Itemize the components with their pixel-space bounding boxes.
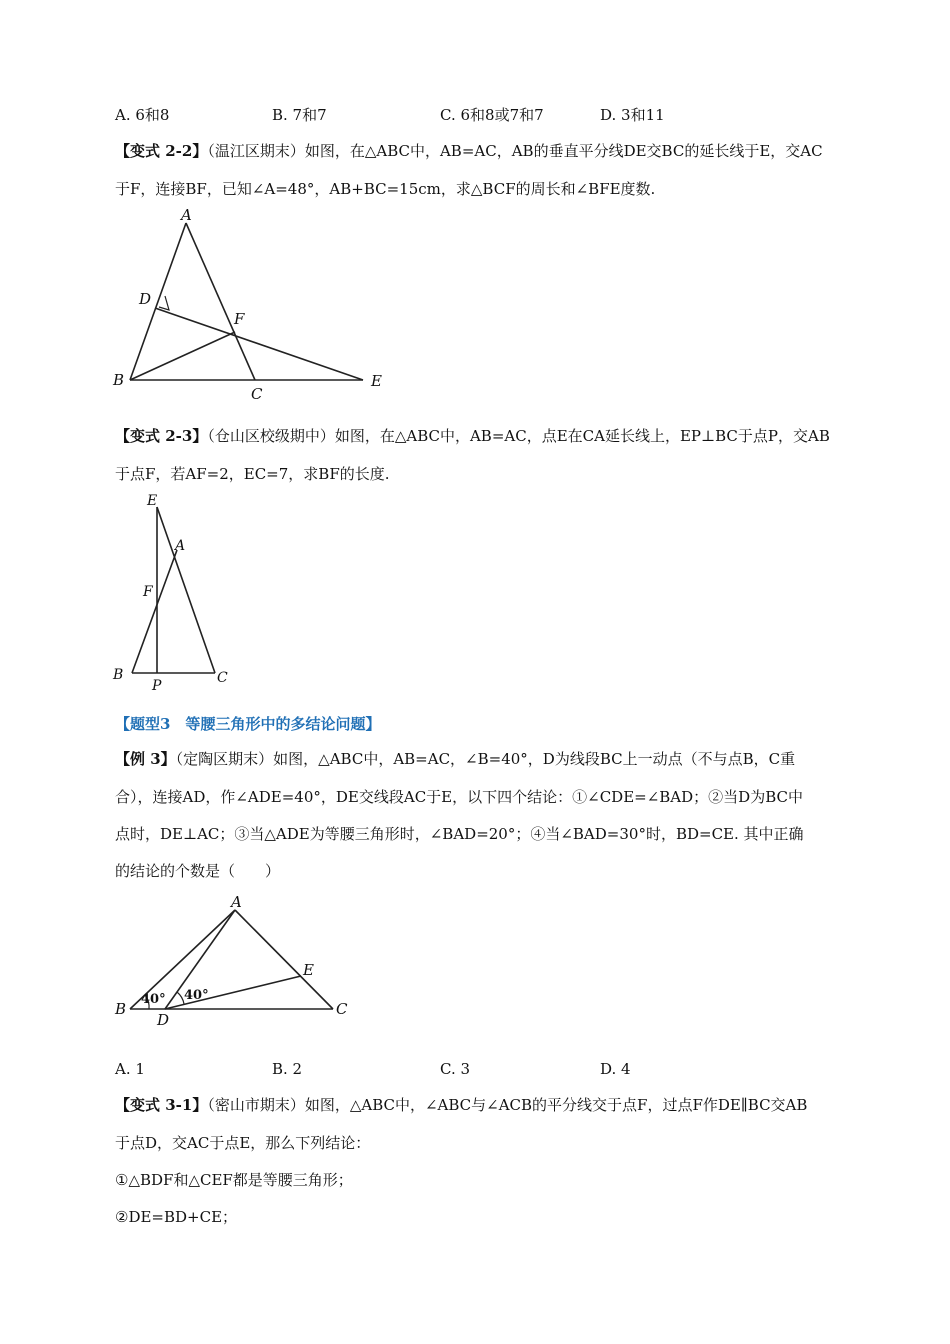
example-3-tag: 【例 3】 xyxy=(115,750,176,768)
figure-2-3 xyxy=(105,490,255,695)
variant-2-3-text1: （仓山区校级期中）如图，在△ABC中，AB=AC，点E在CA延长线上，EP⊥BC于点P，交AB xyxy=(207,427,830,445)
label-a: A xyxy=(181,206,192,224)
figure-2-2 xyxy=(105,200,405,410)
label-f: F xyxy=(234,310,245,328)
option-d: D. 3和11 xyxy=(600,106,665,124)
example-3-option-b: B. 2 xyxy=(272,1060,303,1078)
right-angle-mark xyxy=(159,296,169,310)
label-f: F xyxy=(143,584,153,600)
segment-de xyxy=(155,308,363,380)
angle-d-arc xyxy=(177,992,184,1004)
example-3-option-a: A. 1 xyxy=(115,1060,145,1078)
option-a: A. 6和8 xyxy=(115,106,170,124)
label-c: C xyxy=(251,385,263,403)
example-3-option-d: D. 4 xyxy=(600,1060,631,1078)
label-c: C xyxy=(217,670,228,686)
variant-3-1-tag: 【变式 3-1】 xyxy=(115,1096,208,1114)
variant-2-2-tag: 【变式 2-2】 xyxy=(115,142,208,160)
angle-b-label: 40° xyxy=(141,992,166,1007)
example-3-line1 xyxy=(115,748,795,770)
variant-3-1-line4: ②DE=BD+CE； xyxy=(115,1208,238,1226)
variant-2-3-tag: 【变式 2-3】 xyxy=(115,427,208,445)
variant-2-2-line1 xyxy=(115,140,823,162)
angle-d-label: 40° xyxy=(184,988,209,1003)
section-3-title: 【题型3 等腰三角形中的多结论问题】 xyxy=(115,715,381,733)
label-d: D xyxy=(139,290,152,308)
variant-2-3-line1 xyxy=(115,425,830,447)
figure-example-3 xyxy=(105,892,365,1032)
example-3-line4: 的结论的个数是（ ） xyxy=(115,862,281,880)
example-3-line2: 合），连接AD，作∠ADE=40°，DE交线段AC于E，以下四个结论：①∠CDE=∠BAD；②当D为BC中 xyxy=(115,788,803,806)
label-c: C xyxy=(336,1000,348,1018)
variant-2-2-text1: （温江区期末）如图，在△ABC中，AB=AC，AB的垂直平分线DE交BC的延长线于E，交AC xyxy=(207,142,823,160)
variant-2-2-line2: 于F，连接BF，已知∠A=48°，AB+BC=15cm，求△BCF的周长和∠BFE度数. xyxy=(115,180,656,198)
example-3-option-c: C. 3 xyxy=(440,1060,471,1078)
option-c: C. 6和8或7和7 xyxy=(440,106,544,124)
segment-ac xyxy=(235,910,333,1009)
variant-3-1-line2: 于点D，交AC于点E，那么下列结论： xyxy=(115,1134,371,1152)
variant-3-1-line1 xyxy=(115,1094,807,1116)
example-3-line3: 点时，DE⊥AC；③当△ADE为等腰三角形时，∠BAD=20°；④当∠BAD=30°时，BD=CE. 其中正确 xyxy=(115,825,804,843)
example-3-text1: （定陶区期末）如图，△ABC中，AB=AC，∠B=40°，D为线段BC上一动点（不与点B，C重 xyxy=(175,750,796,768)
variant-2-3-line2: 于点F，若AF=2，EC=7，求BF的长度. xyxy=(115,465,390,483)
label-e: E xyxy=(147,493,158,509)
label-b: B xyxy=(115,1000,127,1018)
label-e: E xyxy=(371,372,382,390)
label-p: P xyxy=(152,678,162,694)
segment-bf xyxy=(130,332,235,380)
label-e: E xyxy=(303,961,314,979)
label-d: D xyxy=(157,1011,170,1029)
segment-ac xyxy=(186,223,255,380)
label-b: B xyxy=(113,371,125,389)
label-b: B xyxy=(113,667,124,683)
option-b: B. 7和7 xyxy=(272,106,327,124)
variant-3-1-text1: （密山市期末）如图，△ABC中，∠ABC与∠ACB的平分线交于点F，过点F作DE∥BC交AB xyxy=(207,1096,808,1114)
variant-3-1-line3: ①△BDF和△CEF都是等腰三角形； xyxy=(115,1171,353,1189)
label-a: A xyxy=(175,538,186,554)
label-a: A xyxy=(231,893,242,911)
segment-ba xyxy=(132,550,177,673)
segment-ec xyxy=(157,507,215,673)
